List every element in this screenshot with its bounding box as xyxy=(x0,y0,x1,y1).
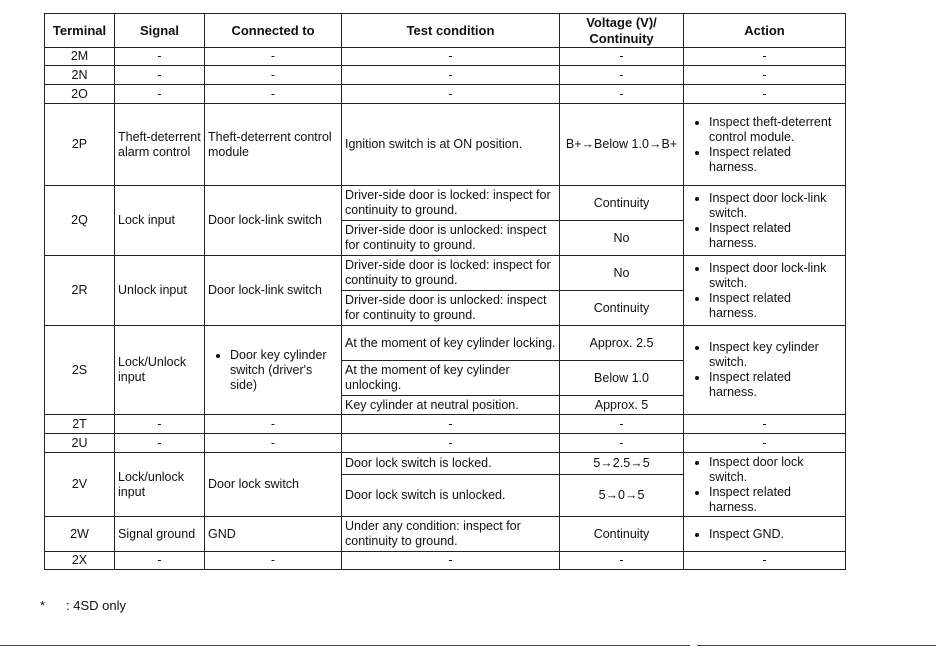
action-item: • Inspect related harness. xyxy=(709,291,842,321)
action-item: • Inspect theft-deterrent control module. xyxy=(709,115,842,145)
action-cell: - xyxy=(684,415,846,434)
signal-cell: - xyxy=(115,434,205,453)
terminal-cell: 2V xyxy=(45,453,115,517)
voltage-cell: 5→0→5 xyxy=(560,475,684,517)
signal-cell: - xyxy=(115,85,205,104)
connected-cell: - xyxy=(205,48,342,66)
action-cell: - xyxy=(684,434,846,453)
header-signal: Signal xyxy=(115,14,205,48)
connected-cell: - xyxy=(205,85,342,104)
voltage-cell: Approx. 5 xyxy=(560,396,684,415)
table-row xyxy=(45,186,846,221)
condition-cell: At the moment of key cylinder locking. xyxy=(342,326,560,361)
terminal-cell: 2Q xyxy=(45,186,115,256)
action-cell: - xyxy=(684,552,846,570)
action-cell xyxy=(684,186,846,256)
condition-cell: Key cylinder at neutral position. xyxy=(342,396,560,415)
condition-cell: Ignition switch is at ON position. xyxy=(342,104,560,186)
condition-cell: - xyxy=(342,415,560,434)
condition-cell: - xyxy=(342,434,560,453)
header-voltage: Voltage (V)/ Continuity xyxy=(560,14,684,48)
page-divider xyxy=(697,645,936,646)
action-cell: - xyxy=(684,66,846,85)
table-row xyxy=(45,48,846,66)
table-row xyxy=(45,326,846,361)
action-item: • Inspect related harness. xyxy=(709,145,842,175)
connected-cell: - xyxy=(205,66,342,85)
table-row xyxy=(45,66,846,85)
table-row xyxy=(45,85,846,104)
signal-cell: Theft-deterrent alarm control xyxy=(115,104,205,186)
connected-cell: - xyxy=(205,415,342,434)
terminal-cell: 2X xyxy=(45,552,115,570)
signal-cell: - xyxy=(115,66,205,85)
table-row xyxy=(45,104,846,186)
condition-cell: Driver-side door is locked: inspect for continuity to ground. xyxy=(342,186,560,221)
signal-cell: - xyxy=(115,48,205,66)
connected-cell: Theft-deterrent control module xyxy=(205,104,342,186)
terminal-cell: 2W xyxy=(45,517,115,552)
condition-cell: - xyxy=(342,66,560,85)
action-item: • Inspect related harness. xyxy=(709,485,842,515)
signal-cell: Lock input xyxy=(115,186,205,256)
action-cell xyxy=(684,326,846,415)
action-item: • Inspect door lock switch. xyxy=(709,455,842,485)
voltage-cell: - xyxy=(560,48,684,66)
connected-cell: Door lock-link switch xyxy=(205,186,342,256)
terminal-cell: 2P xyxy=(45,104,115,186)
condition-cell: Door lock switch is locked. xyxy=(342,453,560,475)
voltage-cell: No xyxy=(560,221,684,256)
voltage-cell: B+→Below 1.0→B+ xyxy=(560,104,684,186)
table-header-row xyxy=(45,14,846,48)
voltage-cell: - xyxy=(560,415,684,434)
footnote-mark: * xyxy=(40,598,46,613)
condition-cell: Driver-side door is locked: inspect for continuity to ground. xyxy=(342,256,560,291)
signal-cell: - xyxy=(115,552,205,570)
action-item: • Inspect key cylinder switch. xyxy=(709,340,842,370)
connected-cell: - xyxy=(205,434,342,453)
table-row xyxy=(45,517,846,552)
connected-cell: - xyxy=(205,552,342,570)
header-terminal: Terminal xyxy=(45,14,115,48)
action-item: • Inspect GND. xyxy=(709,527,842,542)
footnote xyxy=(40,598,126,613)
action-cell xyxy=(684,256,846,326)
condition-cell: Driver-side door is unlocked: inspect for continuity to ground. xyxy=(342,291,560,326)
terminal-cell: 2U xyxy=(45,434,115,453)
action-cell xyxy=(684,517,846,552)
table-row xyxy=(45,256,846,291)
connected-cell: Door lock-link switch xyxy=(205,256,342,326)
action-item: • Inspect door lock-link switch. xyxy=(709,261,842,291)
terminal-cell: 2R xyxy=(45,256,115,326)
signal-cell: Signal ground xyxy=(115,517,205,552)
page-divider xyxy=(0,645,690,646)
voltage-cell: Continuity xyxy=(560,291,684,326)
voltage-cell: - xyxy=(560,552,684,570)
voltage-cell: Continuity xyxy=(560,517,684,552)
condition-cell: - xyxy=(342,85,560,104)
condition-cell: Door lock switch is unlocked. xyxy=(342,475,560,517)
header-action: Action xyxy=(684,14,846,48)
voltage-cell: - xyxy=(560,85,684,104)
action-cell xyxy=(684,104,846,186)
connected-cell: GND xyxy=(205,517,342,552)
table-row xyxy=(45,434,846,453)
signal-cell: Unlock input xyxy=(115,256,205,326)
action-cell: - xyxy=(684,85,846,104)
voltage-cell: Continuity xyxy=(560,186,684,221)
voltage-cell: - xyxy=(560,434,684,453)
terminal-spec-table xyxy=(44,13,846,570)
voltage-cell: - xyxy=(560,66,684,85)
action-item: • Inspect door lock-link switch. xyxy=(709,191,842,221)
footnote-text: : 4SD only xyxy=(66,598,126,613)
connected-cell xyxy=(205,326,342,415)
connected-cell: Door lock switch xyxy=(205,453,342,517)
signal-cell: - xyxy=(115,415,205,434)
action-cell xyxy=(684,453,846,517)
voltage-cell: 5→2.5→5 xyxy=(560,453,684,475)
table-row xyxy=(45,552,846,570)
action-item: • Inspect related harness. xyxy=(709,221,842,251)
voltage-cell: Approx. 2.5 xyxy=(560,326,684,361)
signal-cell: Lock/Unlock input xyxy=(115,326,205,415)
terminal-cell: 2O xyxy=(45,85,115,104)
condition-cell: At the moment of key cylinder unlocking. xyxy=(342,361,560,396)
condition-cell: Driver-side door is unlocked: inspect for continuity to ground. xyxy=(342,221,560,256)
condition-cell: - xyxy=(342,48,560,66)
action-item: • Inspect related harness. xyxy=(709,370,842,400)
terminal-cell: 2T xyxy=(45,415,115,434)
connected-item: • Door key cylinder switch (driver's side) xyxy=(230,348,338,393)
condition-cell: - xyxy=(342,552,560,570)
header-test-condition: Test condition xyxy=(342,14,560,48)
header-connected-to: Connected to xyxy=(205,14,342,48)
table-row xyxy=(45,453,846,475)
table-row xyxy=(45,415,846,434)
action-cell: - xyxy=(684,48,846,66)
condition-cell: Under any condition: inspect for continuity to ground. xyxy=(342,517,560,552)
voltage-cell: Below 1.0 xyxy=(560,361,684,396)
terminal-cell: 2N xyxy=(45,66,115,85)
terminal-cell: 2S xyxy=(45,326,115,415)
terminal-cell: 2M xyxy=(45,48,115,66)
voltage-cell: No xyxy=(560,256,684,291)
signal-cell: Lock/unlock input xyxy=(115,453,205,517)
